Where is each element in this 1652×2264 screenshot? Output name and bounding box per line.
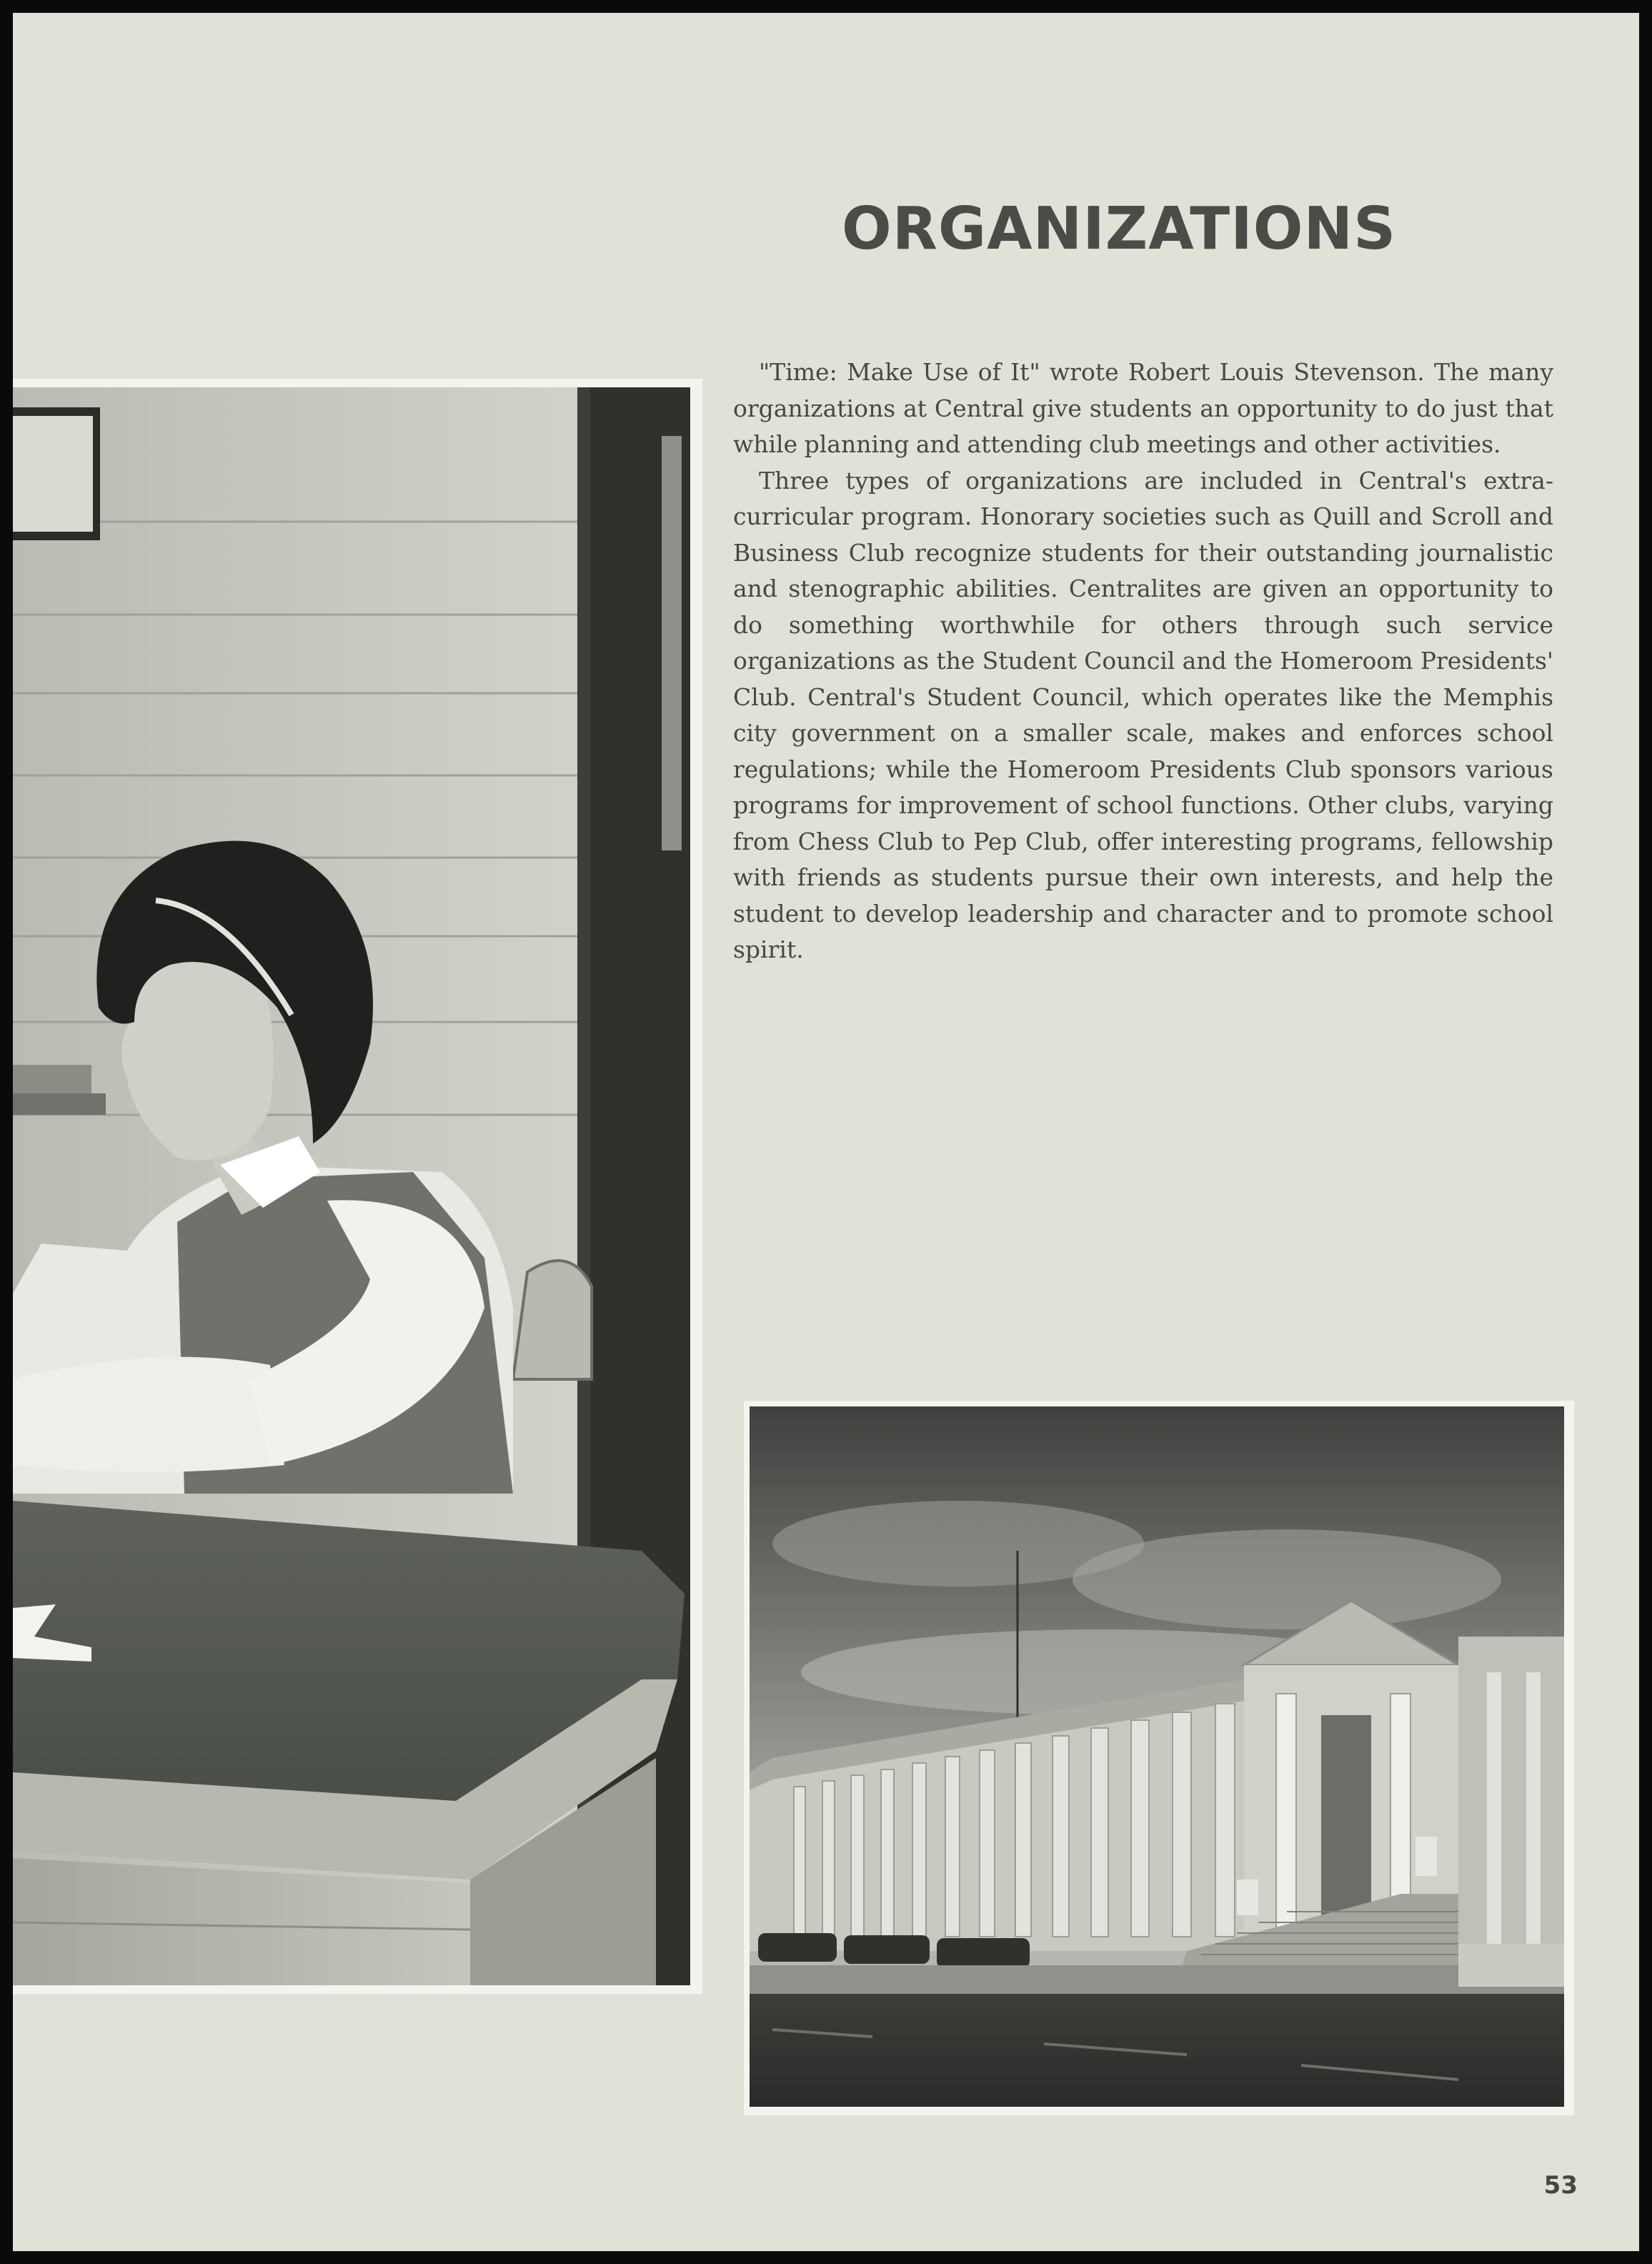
yearbook-page: [13, 13, 1639, 2251]
student-at-desk-photo: [13, 379, 702, 1994]
body-text: [733, 354, 1553, 968]
page-number: 53: [1543, 2171, 1578, 2200]
page-title: ORGANIZATIONS: [842, 195, 1397, 263]
school-building-photo: [744, 1401, 1574, 2115]
paragraph-intro: "Time: Make Use of It" wrote Robert Louis Stevenson. The many organizations at Central give students an opportunity to do just that while planning and attending club meetings and other activities.: [733, 358, 1553, 458]
paragraph-organizations: Three types of organizations are included in Central's extra-curricular program. Honorary societies such as Quill and Scroll and Business Club recognize students for their outstanding journalistic and stenographic abilities. Centralites are given an opportunity to do something worthwhile for others through such service organizations as the Student Council and the Homeroom Presidents' Club. Central's Student Council, which operates like the Memphis city government on a smaller scale, makes and enforces school regulations; while the Homeroom Presidents Club sponsors various programs for improvement of school functions. Other clubs, varying from Chess Club to Pep Club, offer interesting programs, fellowship with friends as students pursue their own interests, and help the student to develop leadership and character and to promote school spirit.: [733, 466, 1553, 963]
